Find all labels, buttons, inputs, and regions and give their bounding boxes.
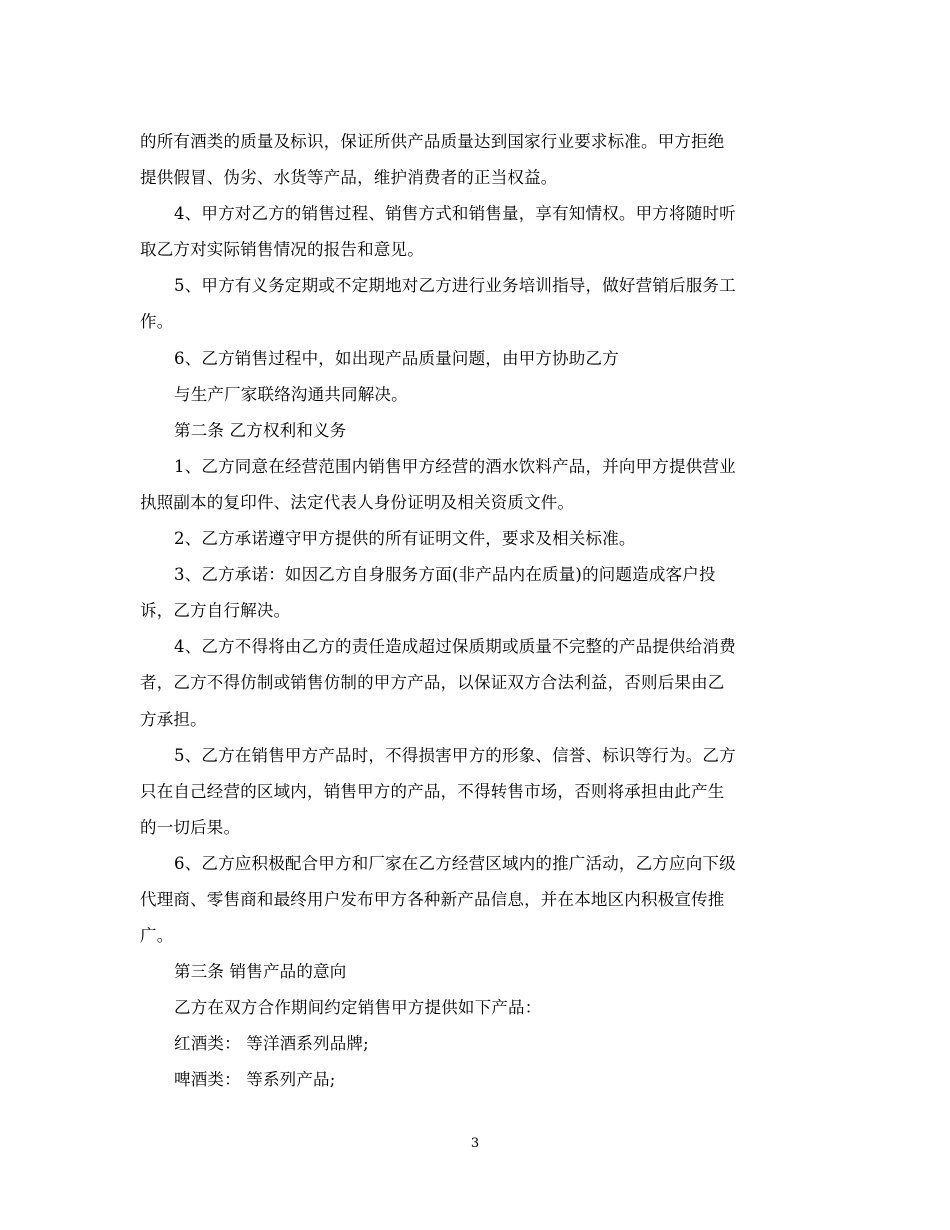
text-line: 6、乙方应积极配合甲方和厂家在乙方经营区域内的推广活动，乙方应向下级 xyxy=(174,853,736,873)
text-line: 4、甲方对乙方的销售过程、销售方式和销售量，享有知情权。甲方将随时听 xyxy=(174,204,736,224)
text-line: 4、乙方不得将由乙方的责任造成超过保质期或质量不完整的产品提供给消费 xyxy=(174,637,736,657)
text-line: 5、甲方有义务定期或不定期地对乙方进行业务培训指导，做好营销后服务工 xyxy=(174,276,736,296)
text-line: 啤酒类： 等系列产品; xyxy=(174,1070,336,1090)
text-line: 1、乙方同意在经营范围内销售甲方经营的酒水饮料产品，并向甲方提供营业 xyxy=(174,456,736,476)
document-body xyxy=(140,124,812,1099)
text-line: 的所有酒类的质量及标识，保证所供产品质量达到国家行业要求标准。甲方拒绝 xyxy=(140,132,725,151)
text-line: 者，乙方不得仿制或销售仿制的甲方产品，以保证双方合法利益，否则后果由乙 xyxy=(140,673,725,693)
text-line: 红酒类： 等洋酒系列品牌; xyxy=(174,1034,369,1054)
text-line: 6、乙方销售过程中，如出现产品质量问题，由甲方协助乙方 xyxy=(174,348,619,368)
text-line: 3、乙方承诺：如因乙方自身服务方面(非产品内在质量)的问题造成客户投 xyxy=(174,565,716,585)
text-line: 只在自己经营的区域内，销售甲方的产品，不得转售市场，否则将承担由此产生 xyxy=(140,781,725,801)
page-number: 3 xyxy=(470,1136,480,1151)
text-line: 第三条 销售产品的意向 xyxy=(174,962,347,982)
text-line: 广。 xyxy=(140,926,174,946)
text-line: 执照副本的复印件、法定代表人身份证明及相关资质文件。 xyxy=(140,492,575,512)
text-line: 诉，乙方自行解决。 xyxy=(140,601,291,621)
text-line: 代理商、零售商和最终用户发布甲方各种新产品信息，并在本地区内积极宣传推 xyxy=(140,889,725,909)
text-line: 第二条 乙方权利和义务 xyxy=(174,420,347,440)
text-line: 方承担。 xyxy=(140,709,207,729)
text-line: 作。 xyxy=(140,312,174,332)
text-line: 提供假冒、伪劣、水货等产品，维护消费者的正当权益。 xyxy=(140,168,558,188)
text-line: 与生产厂家联络沟通共同解决。 xyxy=(174,384,408,404)
text-line: 乙方在双方合作期间约定销售甲方提供如下产品： xyxy=(174,998,542,1018)
text-line: 取乙方对实际销售情况的报告和意见。 xyxy=(140,240,424,260)
text-line: 的一切后果。 xyxy=(140,817,241,837)
text-line: 5、乙方在销售甲方产品时，不得损害甲方的形象、信誉、标识等行为。乙方 xyxy=(174,745,736,765)
text-line: 2、乙方承诺遵守甲方提供的所有证明文件，要求及相关标准。 xyxy=(174,529,636,549)
